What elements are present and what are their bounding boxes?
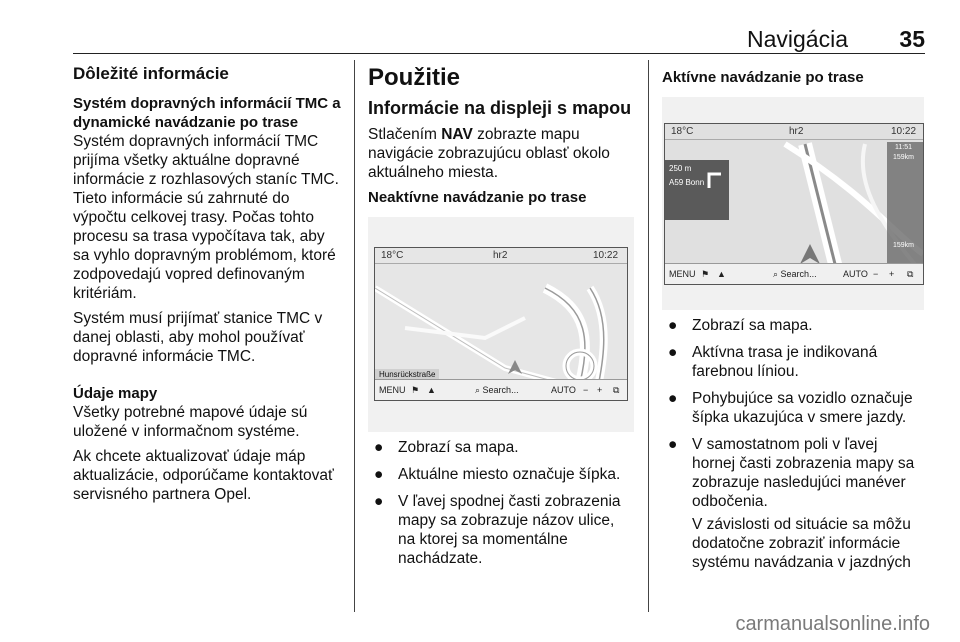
remaining-distance-2: 159km: [893, 242, 915, 249]
map-data-subheading: Údaje mapy: [73, 385, 158, 402]
page-number: 35: [899, 26, 925, 52]
zoom-in-icon[interactable]: +: [889, 269, 895, 279]
column-2: [368, 64, 634, 576]
auto-button[interactable]: AUTO: [843, 269, 868, 279]
zoom-in-icon[interactable]: +: [597, 385, 603, 395]
navigation-arrow-icon[interactable]: ▲: [427, 385, 436, 395]
inactive-guidance-caption: Neaktívne navádzanie po trase: [368, 189, 587, 206]
column-3: [662, 64, 924, 578]
radio-station: hr2: [493, 250, 508, 261]
next-road: A59 Bonn: [669, 178, 705, 187]
column-divider-1: [354, 60, 355, 612]
zoom-out-icon[interactable]: −: [873, 269, 879, 279]
street-name-label: Hunsrückstraße: [375, 369, 439, 380]
active-guidance-caption: Aktívne navádzanie po trase: [662, 69, 864, 86]
auto-button[interactable]: AUTO: [551, 385, 576, 395]
list-item: ● Aktívna trasa je indikovaná farebnou líniou.: [668, 344, 878, 380]
search-field[interactable]: ⌕ Search...: [773, 269, 817, 279]
arrival-time: 11:51: [895, 144, 912, 151]
temperature: 18°C: [381, 250, 404, 261]
menu-button[interactable]: MENU: [669, 269, 696, 279]
inactive-guidance-screenshot: [368, 217, 634, 432]
flag-icon[interactable]: ⚑: [411, 385, 420, 395]
clock: 10:22: [593, 250, 619, 261]
inactive-guidance-list: [368, 438, 634, 568]
temperature: 18°C: [671, 126, 694, 137]
active-guidance-screenshot: [662, 97, 924, 310]
nav-intro-paragraph: Stlačením NAV zobrazte mapu navigácie zobrazujúcu oblasť okolo aktuálneho miesta.: [368, 126, 610, 181]
menu-button[interactable]: MENU: [379, 385, 406, 395]
column-1: [73, 64, 343, 510]
turn-distance: 250 m: [669, 164, 692, 173]
list-item: ● Aktuálne miesto označuje šípka.: [374, 466, 621, 483]
search-field[interactable]: ⌕ Search...: [475, 385, 519, 395]
bottom-bar: [375, 379, 627, 400]
list-item: ● V samostatnom poli v ľavej hornej časti zobrazenia mapy sa zobrazuje nasledujúci manéver odbočenia.: [668, 436, 915, 510]
map-display-subtitle: Informácie na displeji s mapou: [368, 98, 632, 118]
map-display: [374, 247, 628, 401]
remaining-distance: 159km: [893, 154, 915, 161]
header-rule: [73, 53, 925, 54]
section-heading: Dôležité informácie: [73, 64, 229, 83]
column-divider-2: [648, 60, 649, 612]
active-guidance-list: [662, 316, 924, 511]
watermark: carmanualsonline.info: [735, 613, 930, 635]
bottom-bar: [665, 263, 923, 284]
list-item: ● Zobrazí sa mapa.: [374, 439, 519, 456]
usage-title: Použitie: [368, 64, 461, 91]
view-toggle-icon[interactable]: ⧉: [613, 385, 620, 395]
tmc-paragraph: Systém dopravných informácií TMC prijíma všetky aktuálne dopravné informácie z rozhlasových staníc TMC. Tieto informácie sú zahrnuté do výpočtu celkovej trasy. Počas tohto procesu sa trasa vypočítava tak, aby sa vyhlo dopravným problémom, ktoré zodpovedajú vopred definovaným kritériám.: [73, 133, 339, 302]
navigation-arrow-icon[interactable]: ▲: [717, 269, 726, 279]
map-update-paragraph: Ak chcete aktualizovať údaje máp aktualizácie, odporúčame kontaktovať servisného partnera Opel.: [73, 448, 334, 503]
tmc-paragraph-2: Systém musí prijímať stanice TMC v danej oblasti, aby mohol používať dopravné informácie TMC.: [73, 310, 323, 365]
page-header: [0, 0, 960, 58]
view-toggle-icon[interactable]: ⧉: [907, 269, 914, 279]
nav-key: NAV: [441, 126, 473, 143]
list-item: ● Zobrazí sa mapa.: [668, 317, 813, 334]
continuation-paragraph: V závislosti od situácie sa môžu dodatočne zobraziť informácie systému navádzania v jazdných: [692, 516, 911, 571]
tmc-subheading: Systém dopravných informácií TMC a dynamické navádzanie po trase: [73, 95, 341, 131]
clock: 10:22: [891, 126, 917, 137]
flag-icon[interactable]: ⚑: [701, 269, 710, 279]
list-item: ● Pohybujúce sa vozidlo označuje šípka ukazujúca v smere jazdy.: [668, 390, 913, 426]
zoom-out-icon[interactable]: −: [583, 385, 589, 395]
section-title: Navigácia: [747, 26, 848, 52]
status-bar: [665, 124, 923, 140]
map-graphic: [665, 124, 923, 284]
radio-station: hr2: [789, 126, 804, 137]
status-bar: [375, 248, 627, 264]
list-item: ● V ľavej spodnej časti zobrazenia mapy sa zobrazuje názov ulice, na ktorej sa momentálne nachádzate.: [374, 493, 621, 567]
map-display: [664, 123, 924, 285]
map-data-paragraph: Všetky potrebné mapové údaje sú uložené v informačnom systéme.: [73, 404, 308, 440]
